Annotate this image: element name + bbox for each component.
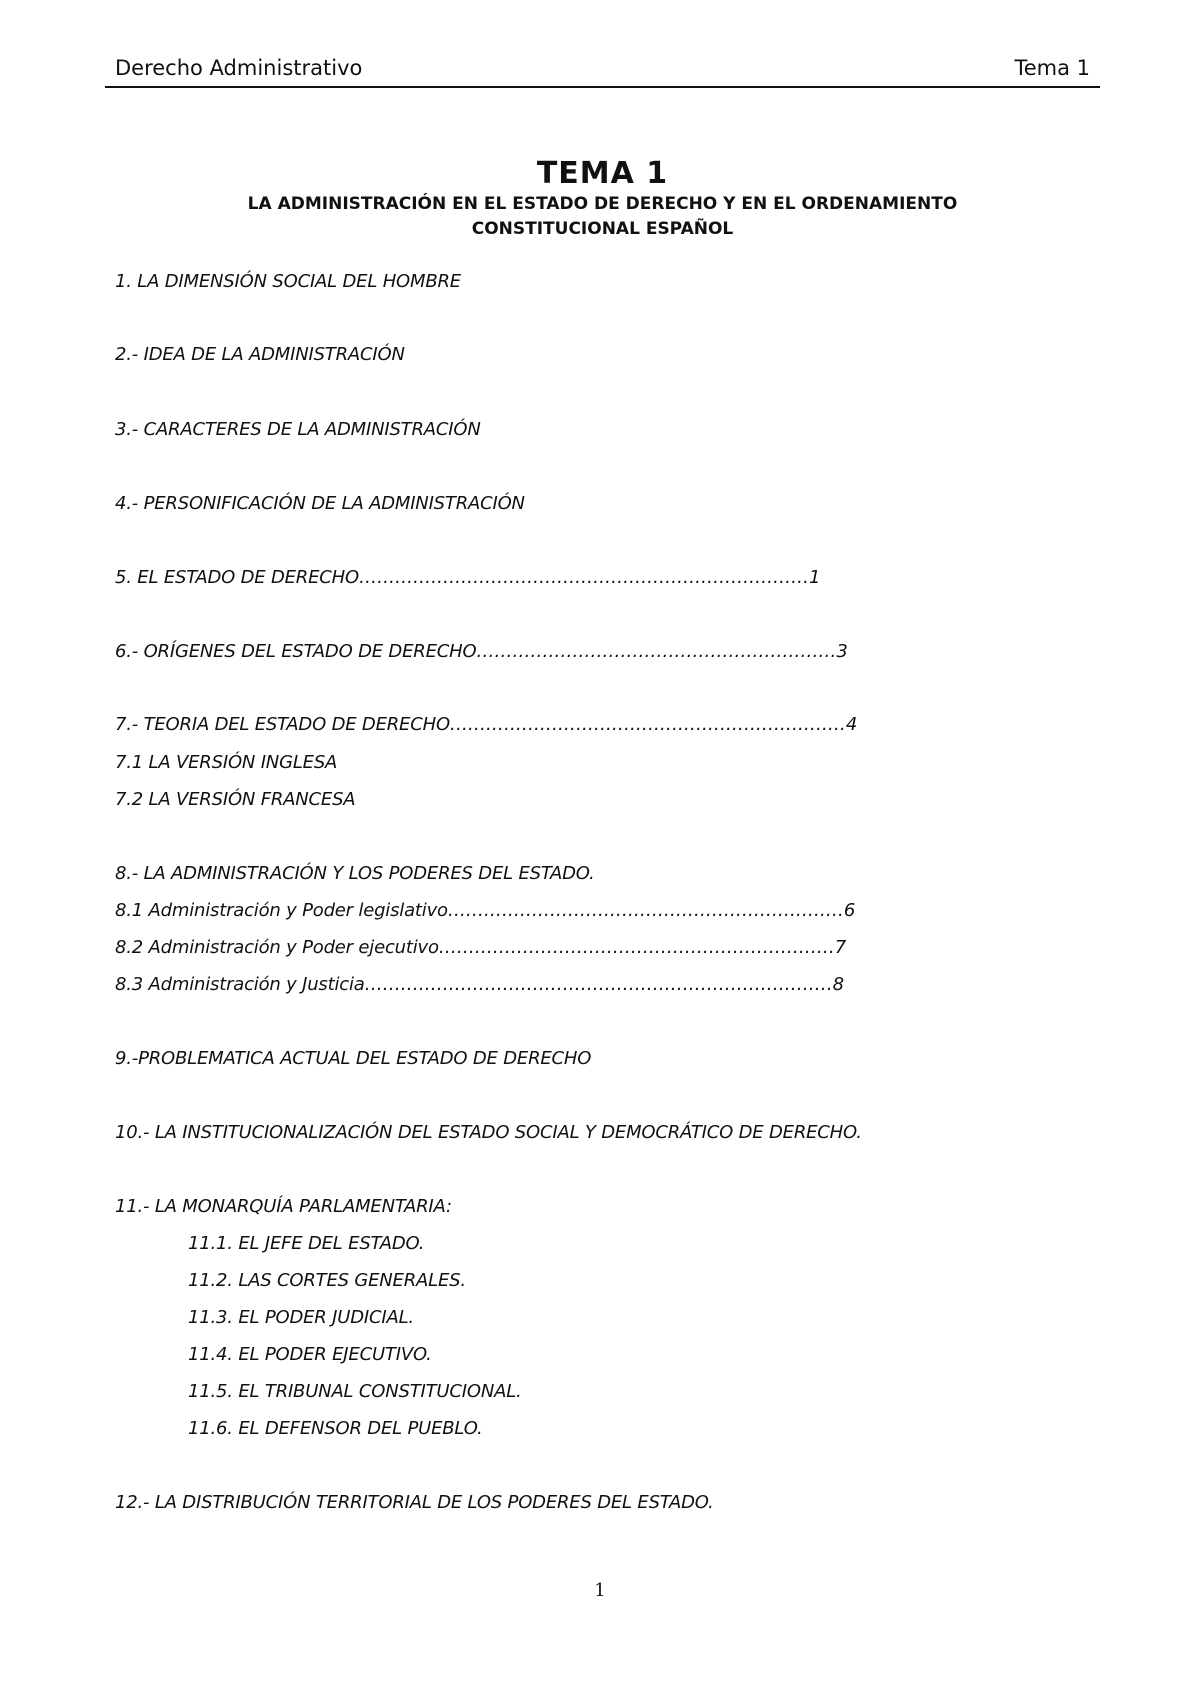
toc-entry: 3.- CARACTERES DE LA ADMINISTRACIÓN	[115, 419, 481, 440]
toc-page-number: 8	[832, 974, 844, 995]
toc-entry: 6.- ORÍGENES DEL ESTADO DE DERECHO……………………………………………………3	[115, 641, 848, 662]
toc-entry: 8.- LA ADMINISTRACIÓN Y LOS PODERES DEL ESTADO.	[115, 863, 595, 884]
dot-leader: ……………………………………………………	[476, 641, 837, 662]
toc-page-number: 1	[808, 567, 821, 588]
dot-leader: …………………………………………………………	[438, 937, 835, 958]
toc-subentry: 11.1. EL JEFE DEL ESTADO.	[188, 1233, 425, 1254]
toc-subentry: 11.6. EL DEFENSOR DEL PUEBLO.	[188, 1418, 483, 1439]
toc-page-number: 7	[834, 937, 847, 958]
dot-leader: …………………………………………………………	[449, 714, 846, 735]
running-header	[105, 56, 1100, 88]
toc-entry: 7.1 LA VERSIÓN INGLESA	[115, 752, 338, 773]
toc-subentry: 11.5. EL TRIBUNAL CONSTITUCIONAL.	[188, 1381, 522, 1402]
toc-entry: 1. LA DIMENSIÓN SOCIAL DEL HOMBRE	[115, 271, 461, 292]
toc-entry: 12.- LA DISTRIBUCIÓN TERRITORIAL DE LOS PODERES DEL ESTADO.	[115, 1492, 714, 1513]
toc-entry: 5. EL ESTADO DE DERECHO…………………………………………………………………1	[115, 567, 821, 588]
toc-page-number: 4	[845, 714, 858, 735]
toc-entry: 8.2 Administración y Poder ejecutivo…………………………………………………………7	[115, 937, 847, 958]
toc-entry: 2.- IDEA DE LA ADMINISTRACIÓN	[115, 344, 405, 365]
toc-entry: 4.- PERSONIFICACIÓN DE LA ADMINISTRACIÓN	[115, 493, 525, 514]
toc-entry: 9.-PROBLEMATICA ACTUAL DEL ESTADO DE DERECHO	[115, 1048, 592, 1069]
page-title: TEMA 1	[536, 156, 669, 191]
page-number: 1	[594, 1580, 606, 1601]
toc-entry: 8.1 Administración y Poder legislativo…………………………………………………………6	[115, 900, 856, 921]
toc-entry: 7.- TEORIA DEL ESTADO DE DERECHO…………………………………………………………4	[115, 714, 858, 735]
toc-subentry: 11.4. EL PODER EJECUTIVO.	[188, 1344, 432, 1365]
toc-page-number: 3	[836, 641, 848, 662]
toc-subentry: 11.2. LAS CORTES GENERALES.	[188, 1270, 466, 1291]
page-subtitle: LA ADMINISTRACIÓN EN EL ESTADO DE DERECHO Y EN EL ORDENAMIENTO CONSTITUCIONAL ESPAÑOL	[247, 194, 958, 239]
title-block	[105, 156, 1100, 242]
dot-leader: …………………………………………………………………	[358, 567, 809, 588]
dot-leader: ……………………………………………………………………	[364, 974, 833, 995]
header-topic: Tema 1	[1014, 56, 1090, 80]
toc-entry: 11.- LA MONARQUÍA PARLAMENTARIA:	[115, 1196, 452, 1217]
toc-entry: 8.3 Administración y Justicia……………………………………………………………………8	[115, 974, 844, 995]
toc-entry: 7.2 LA VERSIÓN FRANCESA	[115, 789, 356, 810]
header-subject: Derecho Administrativo	[115, 56, 363, 80]
toc-page-number: 6	[843, 900, 856, 921]
toc-subentry: 11.3. EL PODER JUDICIAL.	[188, 1307, 414, 1328]
toc-entry: 10.- LA INSTITUCIONALIZACIÓN DEL ESTADO SOCIAL Y DEMOCRÁTICO DE DERECHO.	[115, 1122, 862, 1143]
dot-leader: …………………………………………………………	[447, 900, 844, 921]
